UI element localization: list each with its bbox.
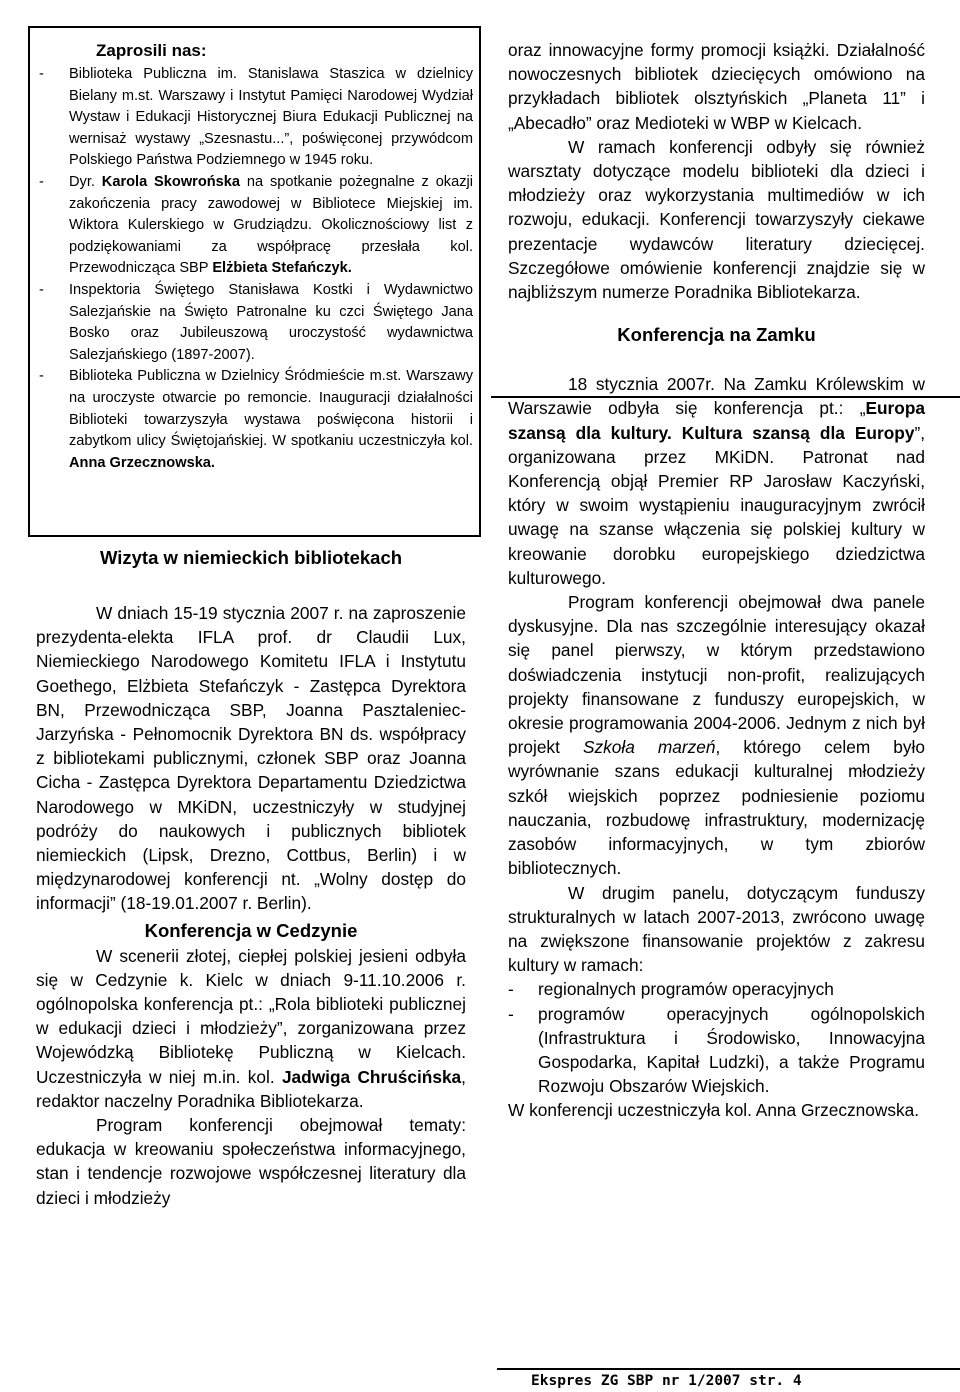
article-body-zamek-4 — [508, 1098, 925, 1122]
list-dash: - — [508, 979, 514, 1000]
article-title-zamek: Konferencja na Zamku — [617, 324, 816, 346]
article-body-zamek — [508, 372, 925, 590]
person-name: Karola Skowrońska — [101, 173, 241, 190]
article-text: W ramach konferencji odbyły się również warsztaty dotyczące modelu biblioteki dla dzieci i młodzieży oraz wykorzystania multimediów w ich rozwoju, edukacji. Konferencji towarzyszyły ciekawe prezentacje wydawców literatury dziecięcej. Szczegółowe omówienie konferencji znajdzie się w najbliższym numerze Poradnika Bibliotekarza. — [508, 136, 925, 303]
list-dash: - — [508, 1003, 514, 1024]
article-text: ”, organizowana przez MKiDN. Patronat nad Konferencją objął Premier RP Jarosław Kaczyński, który w swoim wystąpieniu inauguracyjnym zwrócił uwagę na szanse włączenia się polskiej kultury w kreowanie dorobku europejskiego dziedzictwa kulturowego. — [508, 422, 925, 588]
article-body-zamek-2 — [508, 590, 925, 880]
right-articles — [508, 38, 925, 1123]
list-item-text: regionalnych programów operacyjnych — [538, 979, 834, 1000]
person-name: Elżbieta Stefańczyk. — [212, 260, 352, 277]
project-name: Szkoła marzeń — [582, 737, 716, 758]
article-text: W dniach 15-19 stycznia 2007 r. na zaproszenie prezydenta-elekta IFLA prof. dr Claudii Lux, Niemieckiego Narodowego Komitetu IFLA i Instytutu Goethego, Elżbieta Stefańczyk - Zastępca Dyrektora BN, Przewodnicząca SBP, Joanna Pasztaleniec-Jarzyńska - Pełnomocnik Dyrektora BN ds. współpracy z bibliotekami publicznymi, członek SBP oraz Joanna Cicha - Zastępca Dyrektora Departamentu Dziedzictwa Narodowego w MKiDN, uczestniczyły w studyjnej podróży do naukowych i publicznych bibliotek niemieckich (Lipsk, Drezno, Cottbus, Berlin) i w międzynarodowej konferencji nt. „Wolny dostęp do informacji” (18-19.01.2007 r. Berlin). — [36, 603, 466, 914]
article-text: W drugim panelu, dotyczącym funduszy strukturalnych w latach 2007-2013, zwrócono uwagę na zwiększone finansowanie projektów z zakresu kultury w ramach: — [508, 882, 925, 976]
list-dash: - — [39, 66, 44, 82]
list-item-text: Biblioteka Publiczna im. Stanislawa Staszica w dzielnicy Bielany m.st. Warszawy i Instytut Pamięci Narodowej Wydział Wystaw i Edukacji Historycznej Biura Edukacji Publicznej na wernisaż wystawy „Szesnastu...”, poświęconej przywódcom Polskiego Państwa Podziemnego w 1945 roku. — [69, 66, 473, 169]
list-item-text: programów operacyjnych ogólnopolskich (Infrastruktura i Środowisko, Innowacyjna Gospodarka, Kapitał Ludzki), a także Programu Rozwoju Obszarów Wiejskich. — [538, 1003, 925, 1097]
invitations-box — [28, 26, 481, 537]
article-title-cedzyna: Konferencja w Cedzynie — [144, 919, 358, 941]
list-item — [508, 1002, 925, 1099]
article-text: 18 stycznia 2007r. Na Zamku Królewskim w Warszawie odbyła się konferencja pt.: „ — [508, 374, 925, 419]
article-text: W scenerii złotej, ciepłej polskiej jesieni odbyła się w Cedzynie k. Kielc w dniach 9-11.10.2006 r. ogólnopolska konferencja pt.: „Rola biblioteki publicznej w edukacji dzieci i młodzieży”, zorganizowana przez Wojewódzką Bibliotekę Publiczną w Kielcach. Uczestniczyła w niej m.in. kol. — [36, 945, 466, 1087]
list-item-text: na spotkanie pożegnalne z okazji zakończenia pracy zawodowej w Bibliotece Miejskiej im. Wiktora Kulerskiego w Grudziądzu. Okolicznościowy list z podziękowaniami za współpracę przesłała kol. Przewodnicząca SBP — [69, 173, 474, 277]
article-body-cedzyna-cont-2 — [508, 135, 925, 304]
page-footer: Ekspres ZG SBP nr 1/2007 str. 4 — [497, 1368, 960, 1392]
left-articles — [36, 545, 466, 1210]
person-name: Jadwiga Chruścińska — [281, 1066, 462, 1087]
article-text: Program konferencji obejmował dwa panele dyskusyjne. Dla nas szczególnie interesujący okazał się panel pierwszy, w którym przedstawiono doświadczenia instytucji non-profit, realizujących projekty finansowane z funduszy europejskich, w okresie programowania 2004-2006. Jednym z nich był projekt — [508, 592, 925, 758]
list-item — [508, 977, 925, 1001]
article-body-zamek-3 — [508, 881, 925, 978]
article-text: , którego celem było wyrównanie szans edukacji kulturalnej młodzieży szkół wiejskich poprzez podniesienie poziomu nauczania, rozbudowę infrastruktury, modernizację zasobów informacyjnych, w tym zbiorów bibliotecznych. — [508, 737, 926, 879]
invitations-title: Zaprosili nas: — [96, 41, 207, 60]
list-dash: - — [39, 281, 44, 298]
article-body-cedzyna-cont — [508, 38, 925, 135]
article-text: oraz innowacyjne formy promocji książki. Działalność nowoczesnych bibliotek dziecięcych omówiono na przykładach bibliotek olsztyńskich „Planeta 11” i „Abecadło” oraz Medioteki w WBP w Kielcach. — [508, 40, 925, 133]
list-dash: - — [39, 173, 44, 190]
list-item — [39, 64, 473, 172]
article-text: W konferencji uczestniczyła kol. Anna Grzecznowska. — [508, 1100, 920, 1121]
article-text: Program konferencji obejmował tematy: edukacja w kreowaniu społeczeństwa informacyjnego, stan i tendencje rozwojowe współczesnej literatury dla dzieci i młodzieży — [36, 1115, 466, 1208]
article-body-wizyta — [36, 601, 466, 916]
article-body-cedzyna — [36, 944, 466, 1113]
list-item-text: Inspektoria Świętego Stanisława Kostki i Wydawnictwo Salezjańskie na Święto Patronalne ku czci Świętego Jana Bosko oraz Jubileuszową uroczystość wydawnictwa Salezjańskiego (1897-2007). — [69, 281, 473, 363]
article-title-wizyta: Wizyta w niemieckich bibliotekach — [99, 547, 403, 568]
list-item — [39, 172, 473, 280]
list-item-text: Biblioteka Publiczna w Dzielnicy Śródmieście m.st. Warszawy na uroczyste otwarcie po remoncie. Inauguracji działalności Biblioteki towarzyszyła wystawa poświęcona historii i zabytkom ulicy Świętojańskiej. W spotkaniu uczestniczyła kol. — [69, 368, 473, 450]
person-name: Anna Grzecznowska. — [69, 454, 215, 471]
list-item-text: Dyr. — [69, 173, 102, 190]
conference-title: Europa szansą dla kultury. Kultura szansą dla Europy — [508, 398, 925, 443]
article-body-cedzyna-2 — [36, 1113, 466, 1210]
article-text: , redaktor naczelny Poradnika Bibliotekarza. — [36, 1066, 466, 1111]
list-item — [39, 366, 473, 474]
list-dash: - — [39, 368, 44, 385]
list-item — [39, 280, 473, 366]
